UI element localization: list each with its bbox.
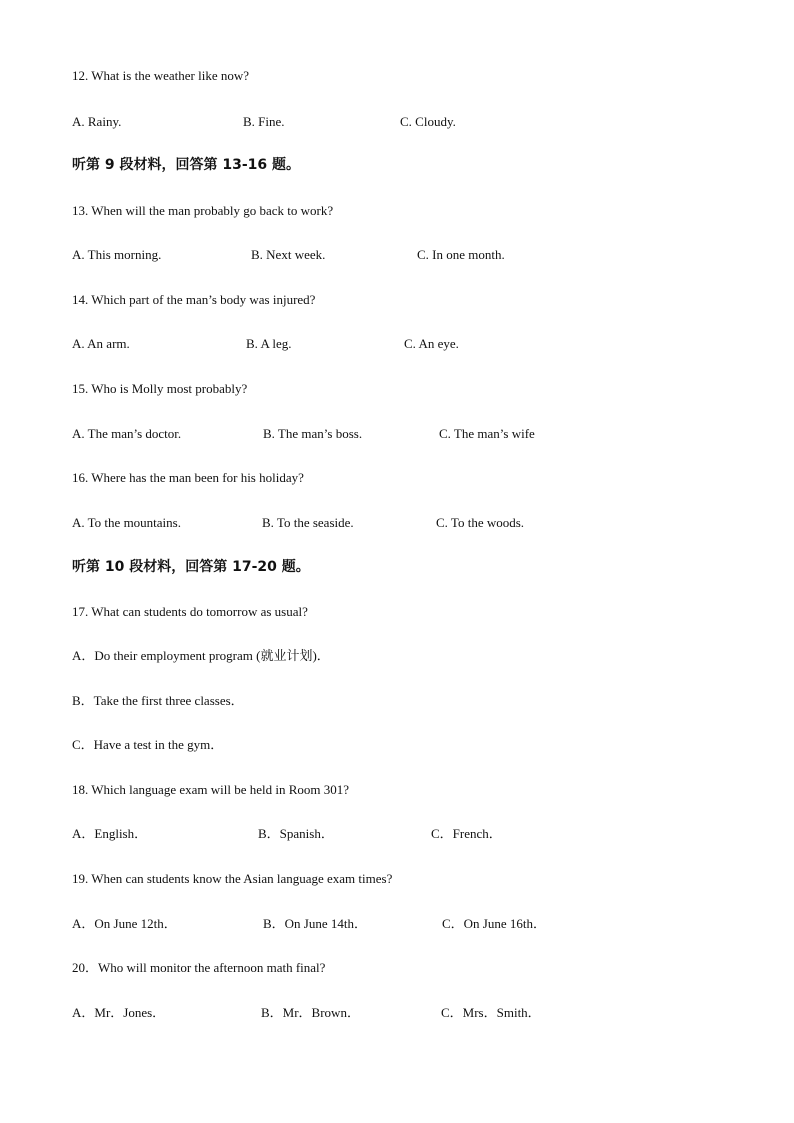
question-18-option-a: A．English． xyxy=(72,826,148,841)
question-20-option-b: B．Mr．Brown． xyxy=(261,1005,360,1020)
question-12-stem: 12. What is the weather like now? xyxy=(72,68,250,83)
question-15-option-b: B. The man’s boss. xyxy=(263,426,363,441)
question-18-option-c: C．French． xyxy=(431,826,502,841)
question-18-option-b: B．Spanish． xyxy=(258,826,334,841)
question-13-option-b: B. Next week. xyxy=(251,247,326,262)
section-heading-10: 听第 10 段材料，回答第 17-20 题。 xyxy=(72,559,310,575)
question-14-option-b: B. A leg. xyxy=(246,336,292,351)
question-15-option-c: C. The man’s wife xyxy=(439,426,535,441)
question-17-option-b: B．Take the first three classes． xyxy=(72,693,244,708)
question-18-stem: 18. Which language exam will be held in Room 301? xyxy=(72,782,350,797)
question-20-option-c: C．Mrs．Smith． xyxy=(441,1005,541,1020)
question-17-option-a: A．Do their employment program (就业计划)． xyxy=(72,648,330,663)
question-19-stem: 19. When can students know the Asian language exam times? xyxy=(72,871,393,886)
section-heading-9: 听第 9 段材料，回答第 13-16 题。 xyxy=(72,157,301,173)
question-20-stem: 20．Who will monitor the afternoon math final? xyxy=(72,960,326,975)
question-20-option-a: A．Mr．Jones． xyxy=(72,1005,166,1020)
question-14-option-c: C. An eye. xyxy=(404,336,459,351)
question-13-stem: 13. When will the man probably go back to work? xyxy=(72,203,334,218)
question-19-option-b: B．On June 14th． xyxy=(263,916,368,931)
question-17-option-c: C．Have a test in the gym． xyxy=(72,737,224,752)
question-19-option-c: C．On June 16th． xyxy=(442,916,547,931)
question-12-option-c: C. Cloudy. xyxy=(400,114,456,129)
question-12-option-b: B. Fine. xyxy=(243,114,285,129)
question-14-stem: 14. Which part of the man’s body was injured? xyxy=(72,292,316,307)
question-14-option-a: A. An arm. xyxy=(72,336,130,351)
question-13-option-a: A. This morning. xyxy=(72,247,162,262)
question-17-stem: 17. What can students do tomorrow as usual? xyxy=(72,604,308,619)
question-15-option-a: A. The man’s doctor. xyxy=(72,426,182,441)
question-12-option-a: A. Rainy. xyxy=(72,114,122,129)
question-16-option-b: B. To the seaside. xyxy=(262,515,354,530)
question-16-stem: 16. Where has the man been for his holiday? xyxy=(72,470,304,485)
question-15-stem: 15. Who is Molly most probably? xyxy=(72,381,248,396)
question-19-option-a: A．On June 12th． xyxy=(72,916,177,931)
question-16-option-c: C. To the woods. xyxy=(436,515,525,530)
question-13-option-c: C. In one month. xyxy=(417,247,505,262)
question-16-option-a: A. To the mountains. xyxy=(72,515,181,530)
